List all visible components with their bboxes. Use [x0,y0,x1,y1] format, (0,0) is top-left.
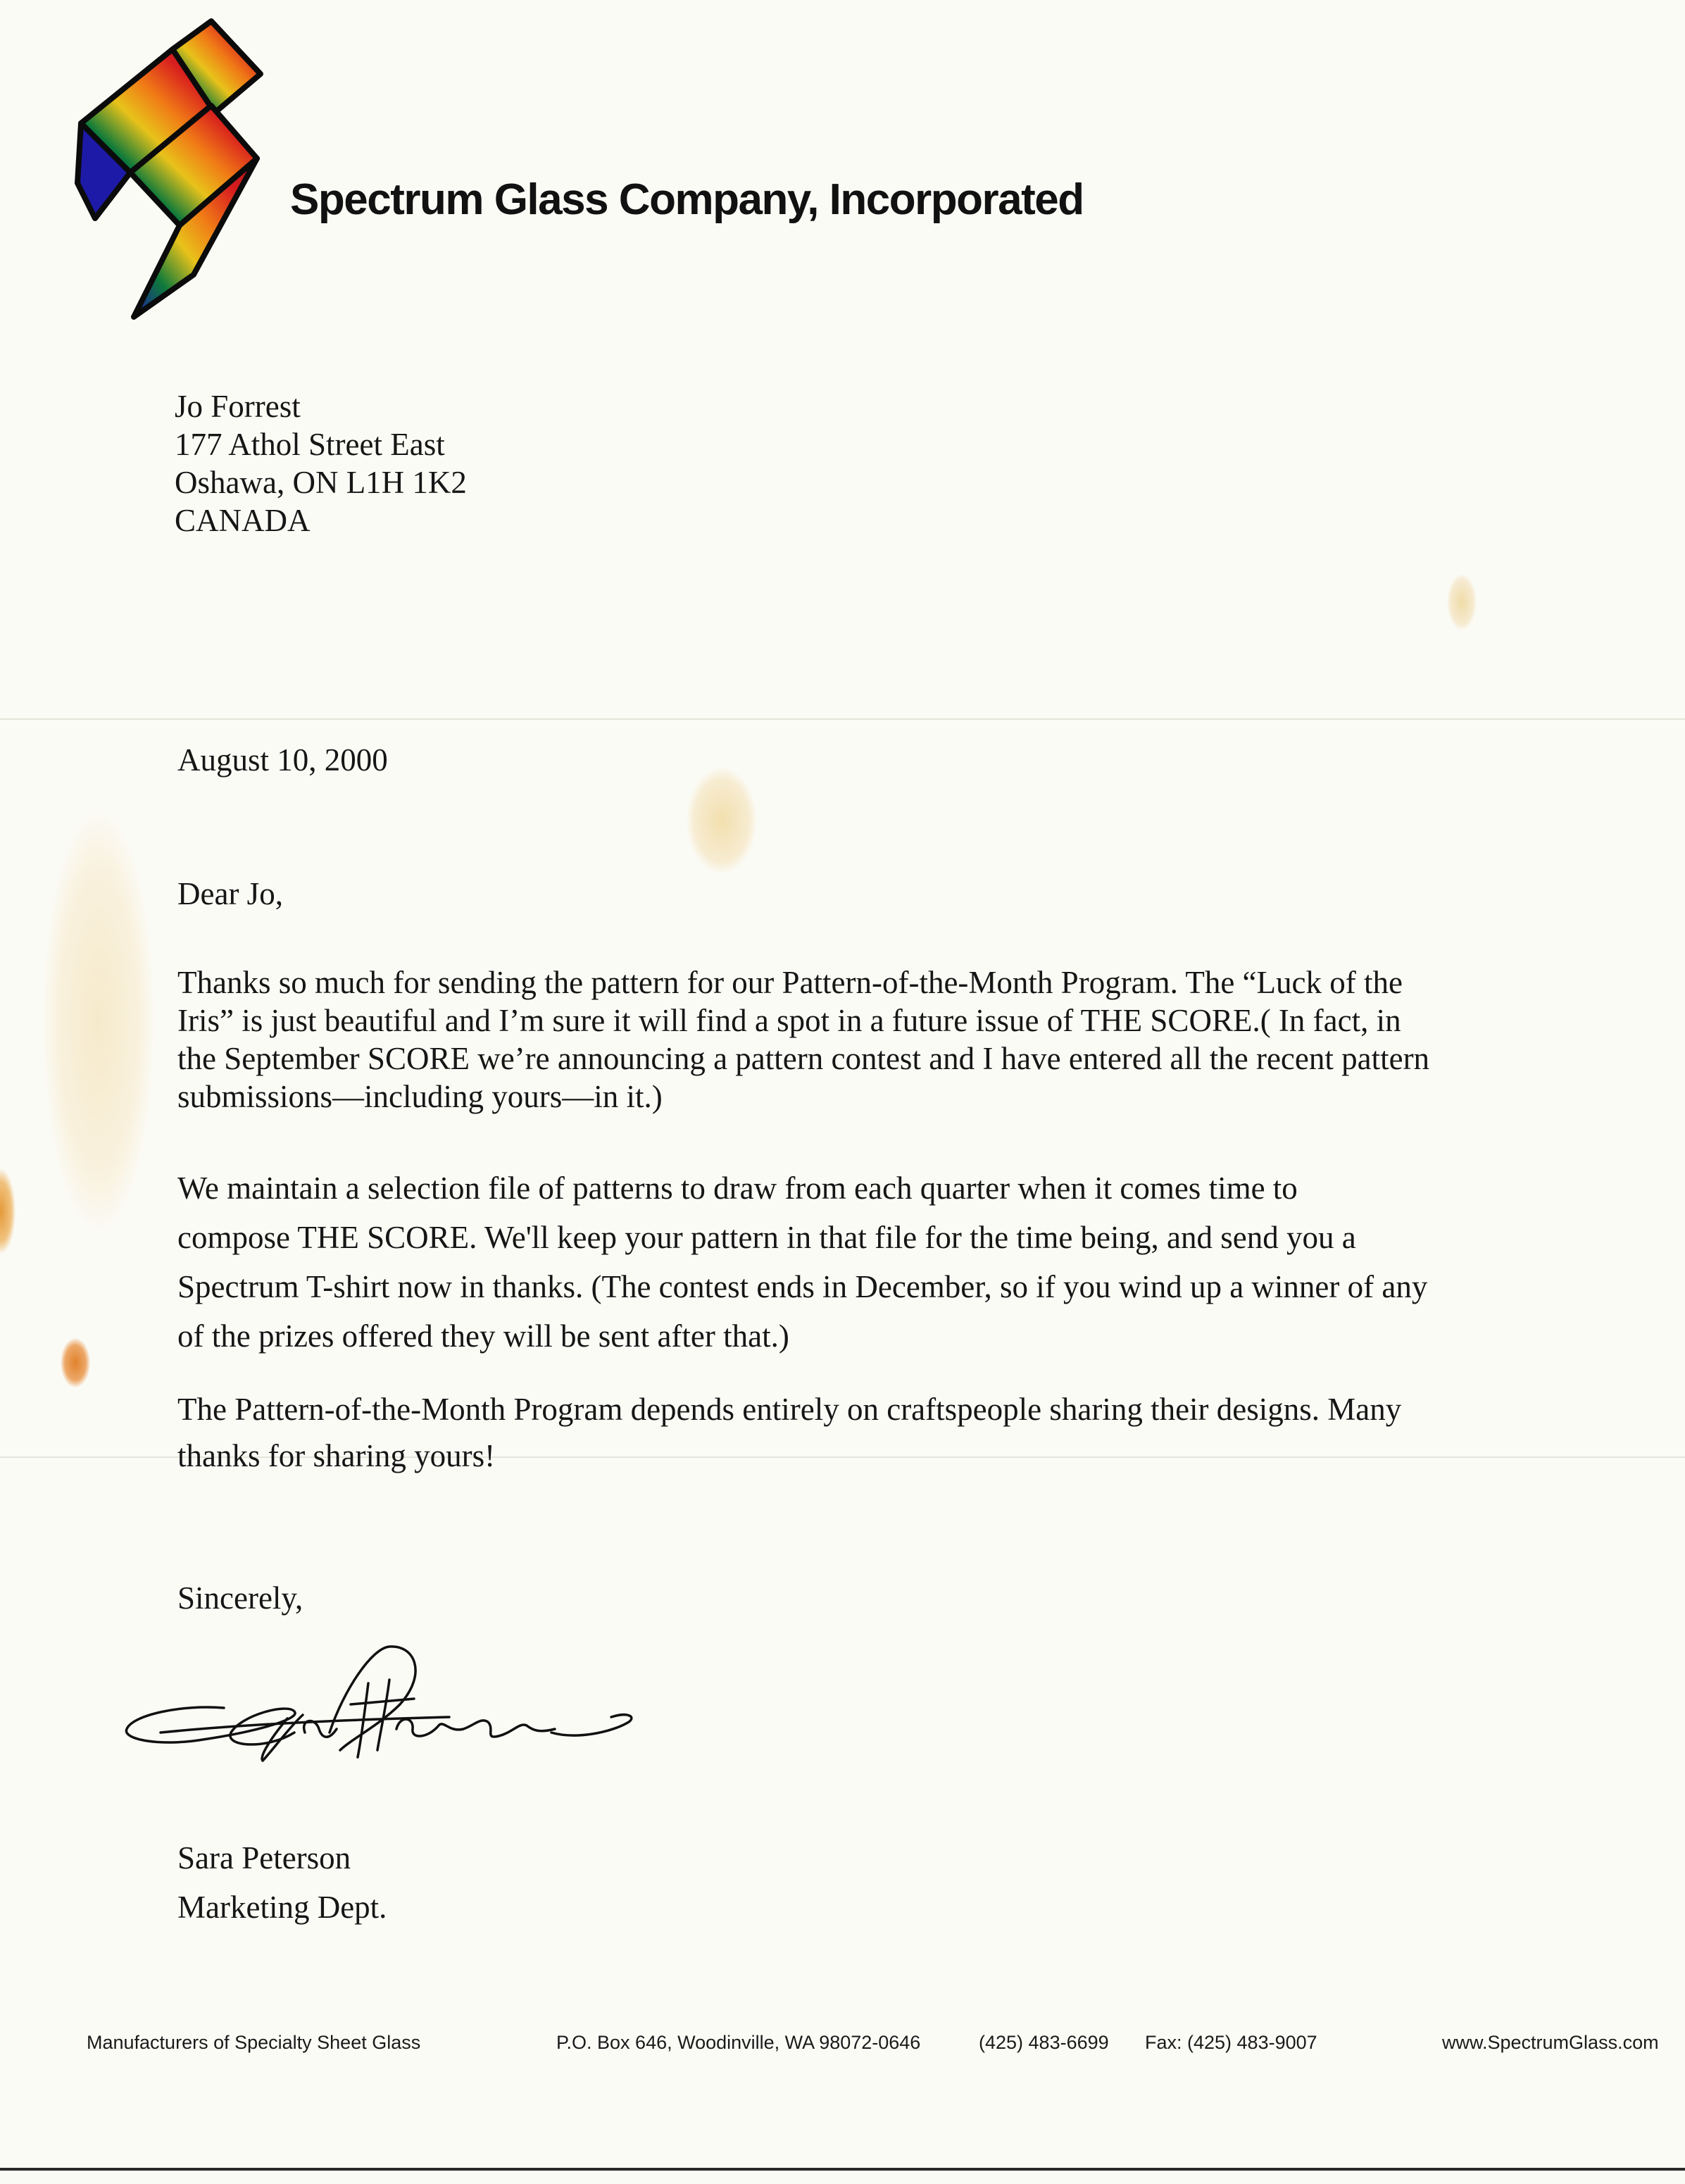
body-line: Thanks so much for sending the pattern for our Pattern-of-the-Month Program. The “Luck of the [177,965,1403,1000]
body-line: submissions—including yours—in it.) [177,1079,663,1114]
recipient-country: CANADA [175,503,311,538]
stain-mark [687,768,757,873]
footer-website: www.SpectrumGlass.com [1442,2032,1659,2053]
salutation: Dear Jo, [177,876,283,911]
footer-tagline: Manufacturers of Specialty Sheet Glass [87,2032,421,2053]
stain-mark [0,1169,15,1254]
letter-date: August 10, 2000 [177,742,388,778]
stain-mark [1447,574,1477,630]
footer-fax: Fax: (425) 483-9007 [1145,2032,1317,2053]
stain-mark [61,1338,90,1387]
handwritten-signature [118,1634,639,1796]
body-paragraph-3 [177,1386,1593,1479]
page-bottom-edge [0,2168,1685,2171]
body-line: compose THE SCORE. We'll keep your pattern in that file for the time being, and send you a [177,1220,1356,1255]
fold-line [0,718,1685,720]
footer-address: P.O. Box 646, Woodinville, WA 98072-0646 [556,2032,921,2053]
company-name: Spectrum Glass Company, Incorporated [290,175,1084,224]
body-paragraph-2 [177,1163,1593,1361]
footer-phone: (425) 483-6699 [979,2032,1109,2053]
body-line: thanks for sharing yours! [177,1438,496,1473]
recipient-address [175,387,467,539]
signer-block [177,1833,387,1932]
recipient-city-line: Oshawa, ON L1H 1K2 [175,465,467,500]
body-line: Spectrum T-shirt now in thanks. (The contest ends in December, so if you wind up a winner of any [177,1269,1428,1304]
stain-mark [42,810,155,1233]
recipient-name: Jo Forrest [175,389,301,424]
signer-name: Sara Peterson [177,1840,351,1876]
body-line: The Pattern-of-the-Month Program depends entirely on craftspeople sharing their designs. Many [177,1392,1402,1427]
spectrum-s-logo [67,7,278,324]
body-line: of the prizes offered they will be sent after that.) [177,1318,789,1354]
signer-department: Marketing Dept. [177,1890,387,1925]
recipient-street: 177 Athol Street East [175,427,445,462]
body-line: Iris” is just beautiful and I’m sure it will find a spot in a future issue of THE SCORE.( In fact, in [177,1003,1401,1038]
body-line: We maintain a selection file of patterns to draw from each quarter when it comes time to [177,1171,1298,1206]
closing: Sincerely, [177,1580,303,1616]
body-paragraph-1 [177,963,1593,1116]
body-line: the September SCORE we’re announcing a pattern contest and I have entered all the recent pattern [177,1041,1430,1076]
